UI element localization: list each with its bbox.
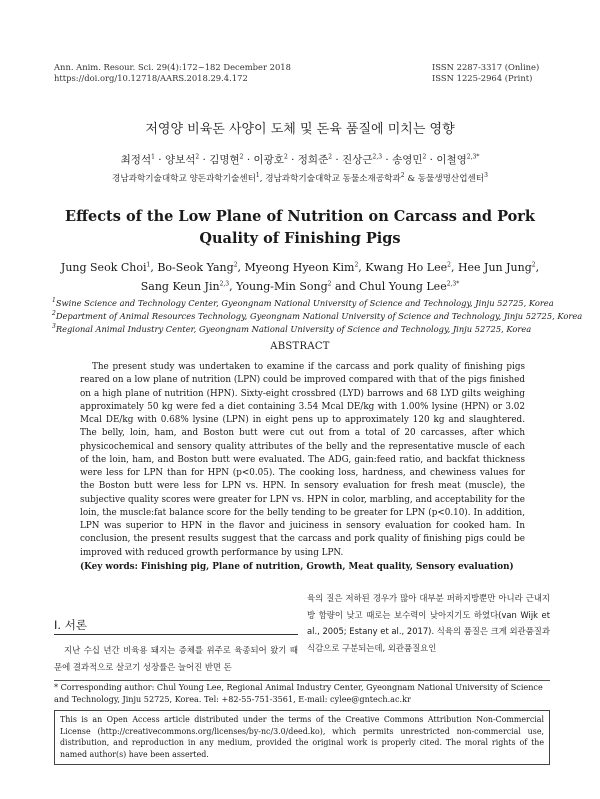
affil-ko-3: & 동물생명산업센터 bbox=[404, 174, 485, 184]
section-title: Ⅰ. 서론 bbox=[54, 618, 87, 632]
author-sup: 2,3 bbox=[372, 153, 383, 161]
author-sup: 2 bbox=[422, 153, 427, 161]
author-sup: 1 bbox=[151, 153, 155, 161]
affiliation-english bbox=[52, 297, 583, 336]
affil-ko-2: , 경남과학기술대학교 동물소재공학과 bbox=[259, 174, 401, 184]
authors-en-line1: Jung Seok Choi$^1$, Bo-Seok Yang$^2$, Myeong Hyeon Kim$^2$, Kwang Ho Lee$^2$, Hee Jun Jung$^2$, bbox=[60, 261, 540, 274]
affil-sup: 1 bbox=[52, 297, 56, 305]
author-sup: 2 bbox=[283, 153, 288, 161]
doi-link[interactable]: https://doi.org/10.12718/AARS.2018.29.4.172 bbox=[54, 73, 248, 83]
author-sup: 2 bbox=[447, 261, 451, 269]
author-en: Young-Min Song bbox=[236, 280, 328, 293]
issn-block bbox=[432, 62, 539, 84]
affil-en-line bbox=[52, 297, 570, 310]
author-sup: 2 bbox=[195, 153, 200, 161]
author-en: Sang Keun Jin bbox=[140, 280, 220, 293]
author-sup: 2 bbox=[354, 261, 359, 269]
title-english: Effects of the Low Plane of Nutrition on Carcass and Pork Quality of Finishing Pigs bbox=[65, 208, 535, 247]
author-ko: 송영민 bbox=[392, 154, 423, 166]
affiliation-korean bbox=[0, 172, 600, 184]
license-box: This is an Open Access article distributed under the terms of the Creative Commons Attribution Non-Commercial License (http://creativecommons.org/licenses/by-nc/3.0/deed.ko), which permits unrestricted non-commercial use, distribution, and reproduction in any medium, provided the original work is properly cited. The moral rights of the named author(s) have been asserted. bbox=[54, 710, 550, 765]
authors-korean: 최정석$^1$ · 양보석$^2$ · 김명현$^2$ · 이광호$^2$ · 정희준$^2$ · 진상근$^{2,3}$ · 송영민$^2$ · 이철영$^{2,3*}$ bbox=[120, 153, 480, 166]
author-sup: 2 bbox=[327, 280, 332, 288]
author-en: Myeong Hyeon Kim bbox=[244, 261, 355, 274]
author-ko: 진상근 bbox=[342, 154, 373, 166]
issn-print: ISSN 1225-2964 (Print) bbox=[432, 73, 533, 83]
and-word: and bbox=[331, 280, 360, 293]
corresponding-author-note: * Corresponding author: Chul Young Lee, Regional Animal Industry Center, Gyeongnam National University of Science and Technology, Jinju 52725, Korea. Tel: +82-55-751-3561, E-mail: cylee@gntech.ac.kr bbox=[54, 682, 543, 704]
journal-citation bbox=[54, 62, 291, 84]
author-en: Jung Seok Choi bbox=[60, 261, 147, 274]
author-sup: 2,3 bbox=[219, 280, 230, 288]
author-sup: 2 bbox=[239, 153, 244, 161]
affil-sup: 1 bbox=[255, 172, 260, 180]
abstract-body: The present study was undertaken to examine if the carcass and pork quality of finishing pigs reared on a low plane of nutrition (LPN) could be improved compared with that of the pigs finished on a high plane of nutrition (HPN). Sixty-eight crossbred (LYD) barrows and 68 LYD gilts weighing approximately 50 kg were fed a diet containing 3.54 Mcal DE/kg with 1.00% lysine (HPN) or 3.02 Mcal DE/kg with 0.68% lysine (LPN) in eight pens up to approximately 120 kg and slaughtered. The belly, loin, ham, and Boston butt were cut out from a total of 20 carcasses, after which physicochemical and sensory quality attributes of the belly and the representative muscle of each of the loin, ham, and Boston butt were evaluated. The ADG, gain:feed ratio, and backfat thickness were less for LPN than for HPN (p<0.05). The cooking loss, hardness, and chewiness values for the Boston butt were less for LPN vs. HPN. In sensory evaluation for fresh meat (muscle), the subjective quality scores were greater for LPN vs. HPN in color, marbling, and acceptability for the loin, the muscle:fat balance score for the belly tending to be greater for LPN (p<0.10). In addition, LPN was superior to HPN in the flavor and juiciness in sensory evaluation for cooked ham. In conclusion, the present results suggest that the carcass and pork quality of finishing pigs could be improved with reduced growth performance by using LPN. bbox=[80, 362, 525, 558]
affil-en-text: Regional Animal Industry Center, Gyeongnam National University of Science and Technology, Jinju 52725, Korea bbox=[55, 324, 532, 334]
affil-ko-1: 경남과학기술대학교 양돈과학기술센터 bbox=[112, 174, 256, 184]
author-en: Hee Jun Jung bbox=[457, 261, 532, 274]
affil-sup: 2 bbox=[52, 310, 56, 318]
affil-en-text: Swine Science and Technology Center, Gyeongnam National University of Science and Technology, Jinju 52725, Korea bbox=[55, 298, 554, 308]
author-en: Bo-Seok Yang bbox=[157, 261, 234, 274]
author-sup: 2,3* bbox=[466, 153, 480, 161]
section-rule bbox=[54, 634, 298, 635]
author-sup: 2 bbox=[531, 261, 536, 269]
affil-sup: 2 bbox=[400, 172, 405, 180]
author-sup: 1 bbox=[146, 261, 151, 269]
author-sup: 2 bbox=[233, 261, 238, 269]
intro-right-column: 육의 질은 저하된 경우가 많아 대부분 퍼하지방뿐만 아니라 근내지방 함량이 낮고 때로는 보수력이 낮아지기도 하였다(van Wijk et al., 2005; Estany et al., 2017). 식육의 품질은 크게 외관품질과 식감으로 구분되는데, 외관품질요인 bbox=[307, 593, 550, 653]
author-ko: 양보석 bbox=[164, 154, 196, 166]
affil-en-line bbox=[52, 310, 583, 323]
author-ko: 정희준 bbox=[297, 154, 329, 166]
affil-sup: 3 bbox=[52, 323, 56, 331]
author-en: Kwang Ho Lee bbox=[365, 261, 448, 274]
title-korean: 저영양 비육돈 사양이 도체 및 돈육 품질에 미치는 영향 bbox=[145, 122, 455, 137]
author-sup: 2 bbox=[328, 153, 333, 161]
issn-online: ISSN 2287-3317 (Online) bbox=[432, 62, 540, 72]
journal-info: Ann. Anim. Resour. Sci. 29(4):172~182 December 2018 bbox=[54, 62, 291, 72]
author-sup: 2,3* bbox=[446, 280, 460, 288]
author-en: Chul Young Lee bbox=[359, 280, 447, 293]
abstract-heading: ABSTRACT bbox=[270, 341, 330, 352]
affil-en-line bbox=[52, 323, 570, 336]
author-ko: 최정석 bbox=[120, 154, 152, 166]
author-ko: 이철영 bbox=[436, 154, 467, 166]
authors-en-line2: Sang Keun Jin$^{2,3}$, Young-Min Song$^2$ and Chul Young Lee$^{2,3*}$ bbox=[140, 280, 460, 293]
affil-en-text: Department of Animal Resources Technology, Gyeongnam National University of Science and Technology, Jinju 52725, Korea bbox=[55, 311, 583, 321]
authors-english bbox=[40, 258, 560, 296]
keywords: (Key words: Finishing pig, Plane of nutrition, Growth, Meat quality, Sensory evaluation) bbox=[80, 562, 514, 572]
author-ko: 김명현 bbox=[209, 154, 240, 166]
author-ko: 이광호 bbox=[253, 154, 284, 166]
affil-sup: 3 bbox=[484, 172, 488, 180]
intro-left-column: 지난 수십 년간 비육용 돼지는 증체를 위주로 육종되어 왔기 때문에 결과적으로 살코기 성장률은 늘어진 반면 돈 bbox=[54, 645, 298, 672]
